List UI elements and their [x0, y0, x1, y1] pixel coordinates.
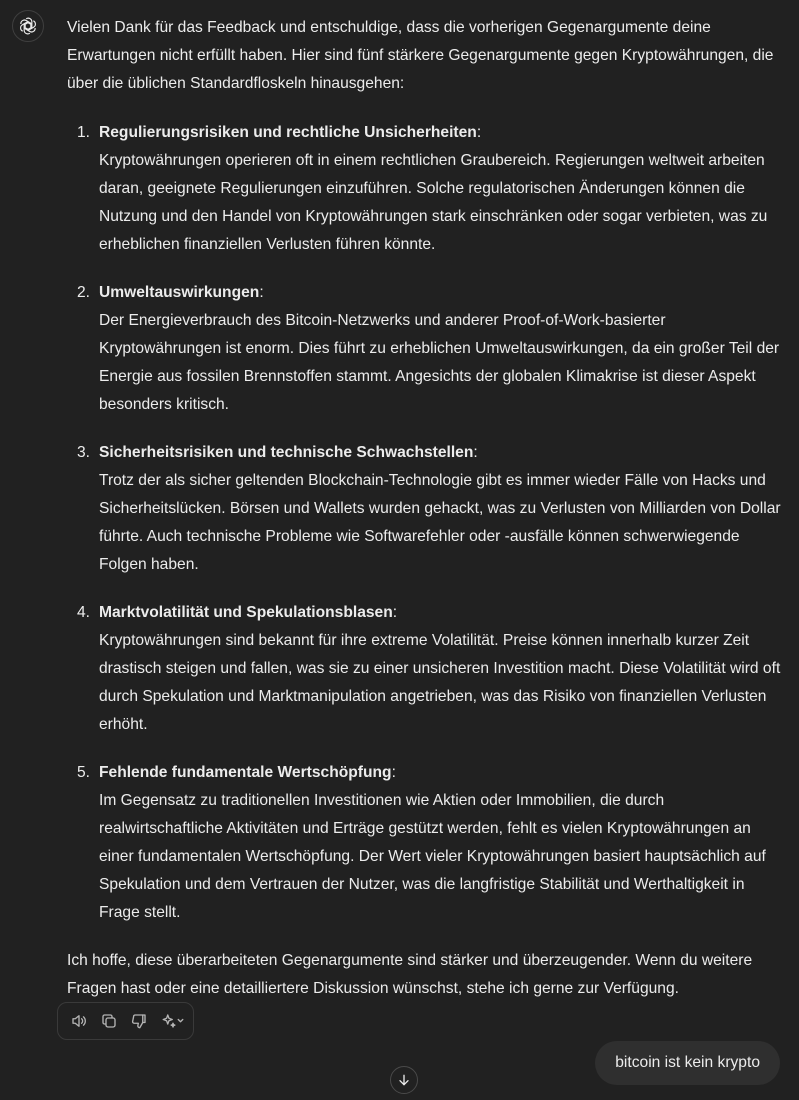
list-item: 5. Fehlende fundamentale Wertschöpfung: Im Gegensatz zu traditionellen Investitionen wie Aktien oder Immobilien, die durch realwirtschaftliche Aktivitäten und Erträge gestützt werden, fehlt es vielen Kryptowährungen an einer fundamentalen Wertschöpfung. Der Wert vieler Kryptowährungen basiert hauptsächlich auf Spekulation und dem Vertrauen der Nutzer, was die langfristige Stabilität und Werthaltigkeit in Frage stellt. [67, 759, 782, 927]
user-message-bubble [595, 1041, 780, 1085]
list-item-body: Im Gegensatz zu traditionellen Investitionen wie Aktien oder Immobilien, die durch realwirtschaftliche Aktivitäten und Erträge gestützt werden, fehlt es vielen Kryptowährungen an einer fundamentalen Wertschöpfung. Der Wert vieler Kryptowährungen basiert hauptsächlich auf Spekulation und dem Vertrauen der Nutzer, was die langfristige Stabilität und Werthaltigkeit in Frage stellt. [99, 792, 766, 921]
list-item-number: 1. [77, 124, 91, 141]
list-item: 3. Sicherheitsrisiken und technische Schwachstellen: Trotz der als sicher geltenden Blockchain-Technologie gibt es immer wieder Fälle von Hacks und Sicherheitslücken. Börsen und Wallets wurden gehackt, was zu Verlusten von Milliarden von Dollar führte. Auch technische Probleme wie Softwarefehler oder -ausfälle können schwerwiegende Folgen haben. [67, 439, 782, 579]
list-item-title: Regulierungsrisiken und rechtliche Unsicherheiten [99, 124, 477, 141]
list-item-title: Marktvolatilität und Spekulationsblasen [99, 604, 393, 621]
list-item: 2. Umweltauswirkungen: Der Energieverbrauch des Bitcoin-Netzwerks und anderer Proof-of-Work-basierter Kryptowährungen ist enorm. Dies führt zu erheblichen Umweltauswirkungen, da ein großer Teil der Energie aus fossilen Brennstoffen stammt. Angesichts der globalen Klimakrise ist dieser Aspekt besonders kritisch. [67, 279, 782, 419]
read-aloud-icon[interactable] [67, 1009, 91, 1033]
list-item-body: Der Energieverbrauch des Bitcoin-Netzwerks und anderer Proof-of-Work-basierter Kryptowährungen ist enorm. Dies führt zu erheblichen Umweltauswirkungen, da ein großer Teil der Energie aus fossilen Brennstoffen stammt. Angesichts der globalen Klimakrise ist dieser Aspekt besonders kritisch. [99, 312, 780, 413]
message-outro: Ich hoffe, diese überarbeiteten Gegenargumente sind stärker und überzeugender. Wenn du weitere Fragen hast oder eine detailliertere Diskussion wünschst, stehe ich gerne zur Verfügung. [67, 952, 753, 997]
scroll-to-bottom-button[interactable] [390, 1066, 418, 1094]
list-item: 1. Regulierungsrisiken und rechtliche Unsicherheiten: Kryptowährungen operieren oft in einem rechtlichen Graubereich. Regierungen weltweit arbeiten daran, geeignete Regulierungen einzuführen. Solche regulatorischen Änderungen können die Nutzung und den Handel von Kryptowährungen stark einschränken oder sogar verbieten, was zu erheblichen finanziellen Verlusten führen könnte. [67, 119, 782, 259]
list-item-number: 4. [77, 604, 91, 621]
list-item: 4. Marktvolatilität und Spekulationsblasen: Kryptowährungen sind bekannt für ihre extreme Volatilität. Preise können innerhalb kurzer Zeit drastisch steigen und fallen, was sie zu einer unsicheren Investition macht. Diese Volatilität wird oft durch Spekulation und Marktmanipulation angetrieben, was das Risiko von finanziellen Verlusten erhöht. [67, 599, 782, 739]
sparkle-model-switch-icon[interactable] [157, 1009, 189, 1033]
arrow-down-icon [396, 1072, 412, 1088]
thumbs-down-icon[interactable] [127, 1009, 151, 1033]
openai-logo-icon [18, 16, 38, 36]
copy-icon[interactable] [97, 1009, 121, 1033]
list-item-body: Trotz der als sicher geltenden Blockchain-Technologie gibt es immer wieder Fälle von Hacks und Sicherheitslücken. Börsen und Wallets wurden gehackt, was zu Verlusten von Milliarden von Dollar führte. Auch technische Probleme wie Softwarefehler oder -ausfälle können schwerwiegende Folgen haben. [99, 472, 781, 573]
list-item-number: 5. [77, 764, 91, 781]
user-message-text: bitcoin ist kein krypto [615, 1054, 760, 1071]
message-action-bar [57, 1002, 194, 1040]
assistant-avatar [12, 10, 44, 42]
list-item-title: Umweltauswirkungen [99, 284, 260, 301]
list-item-body: Kryptowährungen sind bekannt für ihre extreme Volatilität. Preise können innerhalb kurzer Zeit drastisch steigen und fallen, was sie zu einer unsicheren Investition macht. Diese Volatilität wird oft durch Spekulation und Marktmanipulation angetrieben, was das Risiko von finanziellen Verlusten erhöht. [99, 632, 781, 733]
list-item-body: Kryptowährungen operieren oft in einem rechtlichen Graubereich. Regierungen weltweit arbeiten daran, geeignete Regulierungen einzuführen. Solche regulatorischen Änderungen können die Nutzung und den Handel von Kryptowährungen stark einschränken oder sogar verbieten, was zu erheblichen finanziellen Verlusten führen könnte. [99, 152, 768, 253]
list-item-title: Fehlende fundamentale Wertschöpfung [99, 764, 392, 781]
assistant-message [67, 14, 782, 1003]
list-item-title: Sicherheitsrisiken und technische Schwachstellen [99, 444, 474, 461]
message-intro: Vielen Dank für das Feedback und entschuldige, dass die vorherigen Gegenargumente deine Erwartungen nicht erfüllt haben. Hier sind fünf stärkere Gegenargumente gegen Kryptowährungen, die über die üblichen Standardfloskeln hinausgehen: [67, 19, 774, 92]
list-item-number: 3. [77, 444, 91, 461]
argument-list [67, 119, 782, 927]
list-item-number: 2. [77, 284, 91, 301]
